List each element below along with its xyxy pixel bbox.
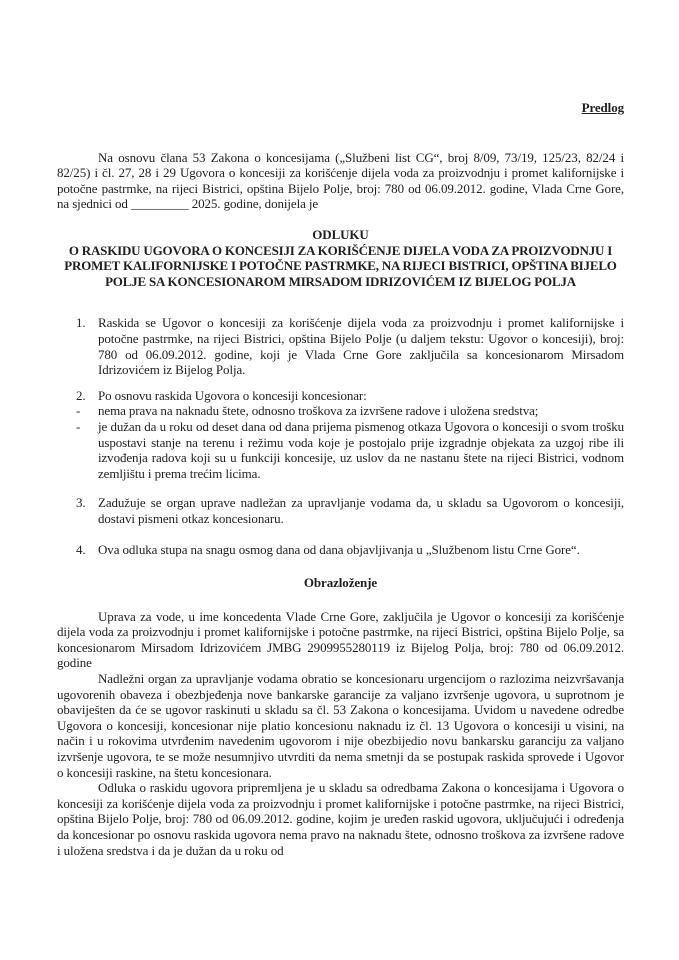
decision-item-4: [57, 542, 624, 558]
item-marker: -: [76, 403, 81, 419]
item-text: Po osnovu raskida Ugovora o koncesiji koncesionar:: [98, 387, 367, 403]
document-label-predlog: Predlog: [581, 100, 624, 115]
decision-title: ODLUKU: [312, 226, 369, 242]
decision-item-2: [57, 388, 624, 404]
item-marker: 2.: [76, 387, 86, 403]
decision-item-1: [57, 315, 624, 377]
decision-item-3: [57, 495, 624, 526]
item-text: Ova odluka stupa na snagu osmog dana od dana objavljivanja u „Službenom listu Crne Gore“.: [98, 542, 580, 558]
item-text: Raskida se Ugovor o koncesiji za korišćenje dijela voda za proizvodnju i promet kalifornijske i potočne pastrmke, na rijeci Bistrici, opština Bijelo Polje (u daljem tekstu: Ugovor o koncesiji), broj: 780 od 06.09.2012. godine, koji je Vlada Crne Gore zaključila sa koncesionarom Mirsadom Idrizovićem iz Bijelog Polja.: [98, 315, 624, 378]
decision-item-2-sub-2: [57, 419, 624, 481]
explanation-paragraph-2: Nadležni organ za upravljanje vodama obratio se koncesionaru urgencijom o razlozima neizvršavanja ugovorenih obaveza i obezbjeđenja nove bankarske garancije za valjano izvršenje ugovora, u suprotnom je obaviješten da će se ugovor raskinuti u skladu sa čl. 53 Zakona o koncesijama. Uvidom u navedene odredbe Ugovora o koncesiji, koncesionar nije platio koncesionu naknadu iz čl. 13 Ugovora o koncesiji u visini, na način i u rokovima utvrđenim navedenim ugovorom i nije obezbijedio novu bankarsku garanciju za valjano izvršenje ugovora, te se može nesumnjivo utvrditi da nema smetnji da se postupak raskida sprovede i Ugovor o koncesiji raskine, na štetu koncesionara.: [57, 671, 624, 780]
decision-heading-block: [57, 227, 624, 289]
intro-paragraph: Na osnovu člana 53 Zakona o koncesijama („Službeni list CG“, broj 8/09, 73/19, 125/23, 82/24 i 82/25) i čl. 27, 28 i 29 Ugovora o koncesiji za korišćenje dijela voda za proizvodnju i promet kalifornijske i potočne pastrmke, na rijeci Bistrici, opština Bijelo Polje, broj: 780 od 06.09.2012. godine, Vlada Crne Gore, na sjednici od _________ 2025. godine, donijela je: [57, 149, 624, 212]
explanation-title: Obrazloženje: [303, 575, 378, 591]
decision-item-2-sub-1: [57, 403, 624, 419]
item-text: nema prava na naknadu štete, odnosno troškova za izvršene radove i uložena sredstva;: [98, 403, 539, 419]
item-text: Zadužuje se organ uprave nadležan za upravljanje vodama da, u skladu sa Ugovorom o koncesiji, dostavi pismeni otkaz koncesionaru.: [98, 495, 624, 526]
decision-subtitle: O RASKIDU UGOVORA O KONCESIJI ZA KORIŠĆENJE DIJELA VODA ZA PROIZVODNJU I PROMET KALIFORNIJSKE I POTOČNE PASTRMKE, NA RIJECI BISTRICI, OPŠTINA BIJELO POLJE SA KONCESIONAROM MIRSADOM IDRIZOVIĆEM IZ BIJELOG POLJA: [64, 242, 617, 289]
item-marker: 4.: [76, 542, 86, 558]
decision-items-list: [57, 315, 624, 558]
item-marker: 3.: [76, 495, 86, 511]
item-marker: 1.: [76, 315, 86, 331]
item-marker: -: [76, 418, 81, 434]
explanation-paragraph-1: Uprava za vode, u ime koncedenta Vlade Crne Gore, zaključila je Ugovor o koncesiji za korišćenje dijela voda za proizvodnju i promet kalifornijske i potočne pastrmke, na rijeci Bistrici, opština Bijelo Polje, sa koncesionarom Mirsadom Idrizovićem JMBG 2909955280119 iz Bijelog Polja, broj: 780 od 06.09.2012. godine: [57, 608, 624, 671]
item-text: je dužan da u roku od deset dana od dana prijema pismenog otkaza Ugovora o koncesiji o svom trošku uspostavi stanje na terenu i režimu voda koje je postojalo prije izgradnje objekata za uzgoj ribe ili izvođenja radova koji su u funkciji koncesije, uz uslov da ne nastanu štete na rijeci Bistrici, vodnom zemljištu i prema trećim licima.: [98, 418, 624, 481]
explanation-paragraph-3: Odluka o raskidu ugovora pripremljena je u skladu sa odredbama Zakona o koncesijama i Ugovora o koncesiji za korišćenje dijela voda za proizvodnju i promet kalifornijske i potočne pastrmke, na rijeci Bistrici, opština Bijelo Polje, broj: 780 od 06.09.2012. godine, kojim je uređen raskid ugovora, uključujući i određenja da koncesionar po osnovu raskida ugovora nema pravo na naknadu štete, odnosno troškova za izvršene radove i uložena sredstva i da je dužan da u roku od: [57, 780, 624, 858]
